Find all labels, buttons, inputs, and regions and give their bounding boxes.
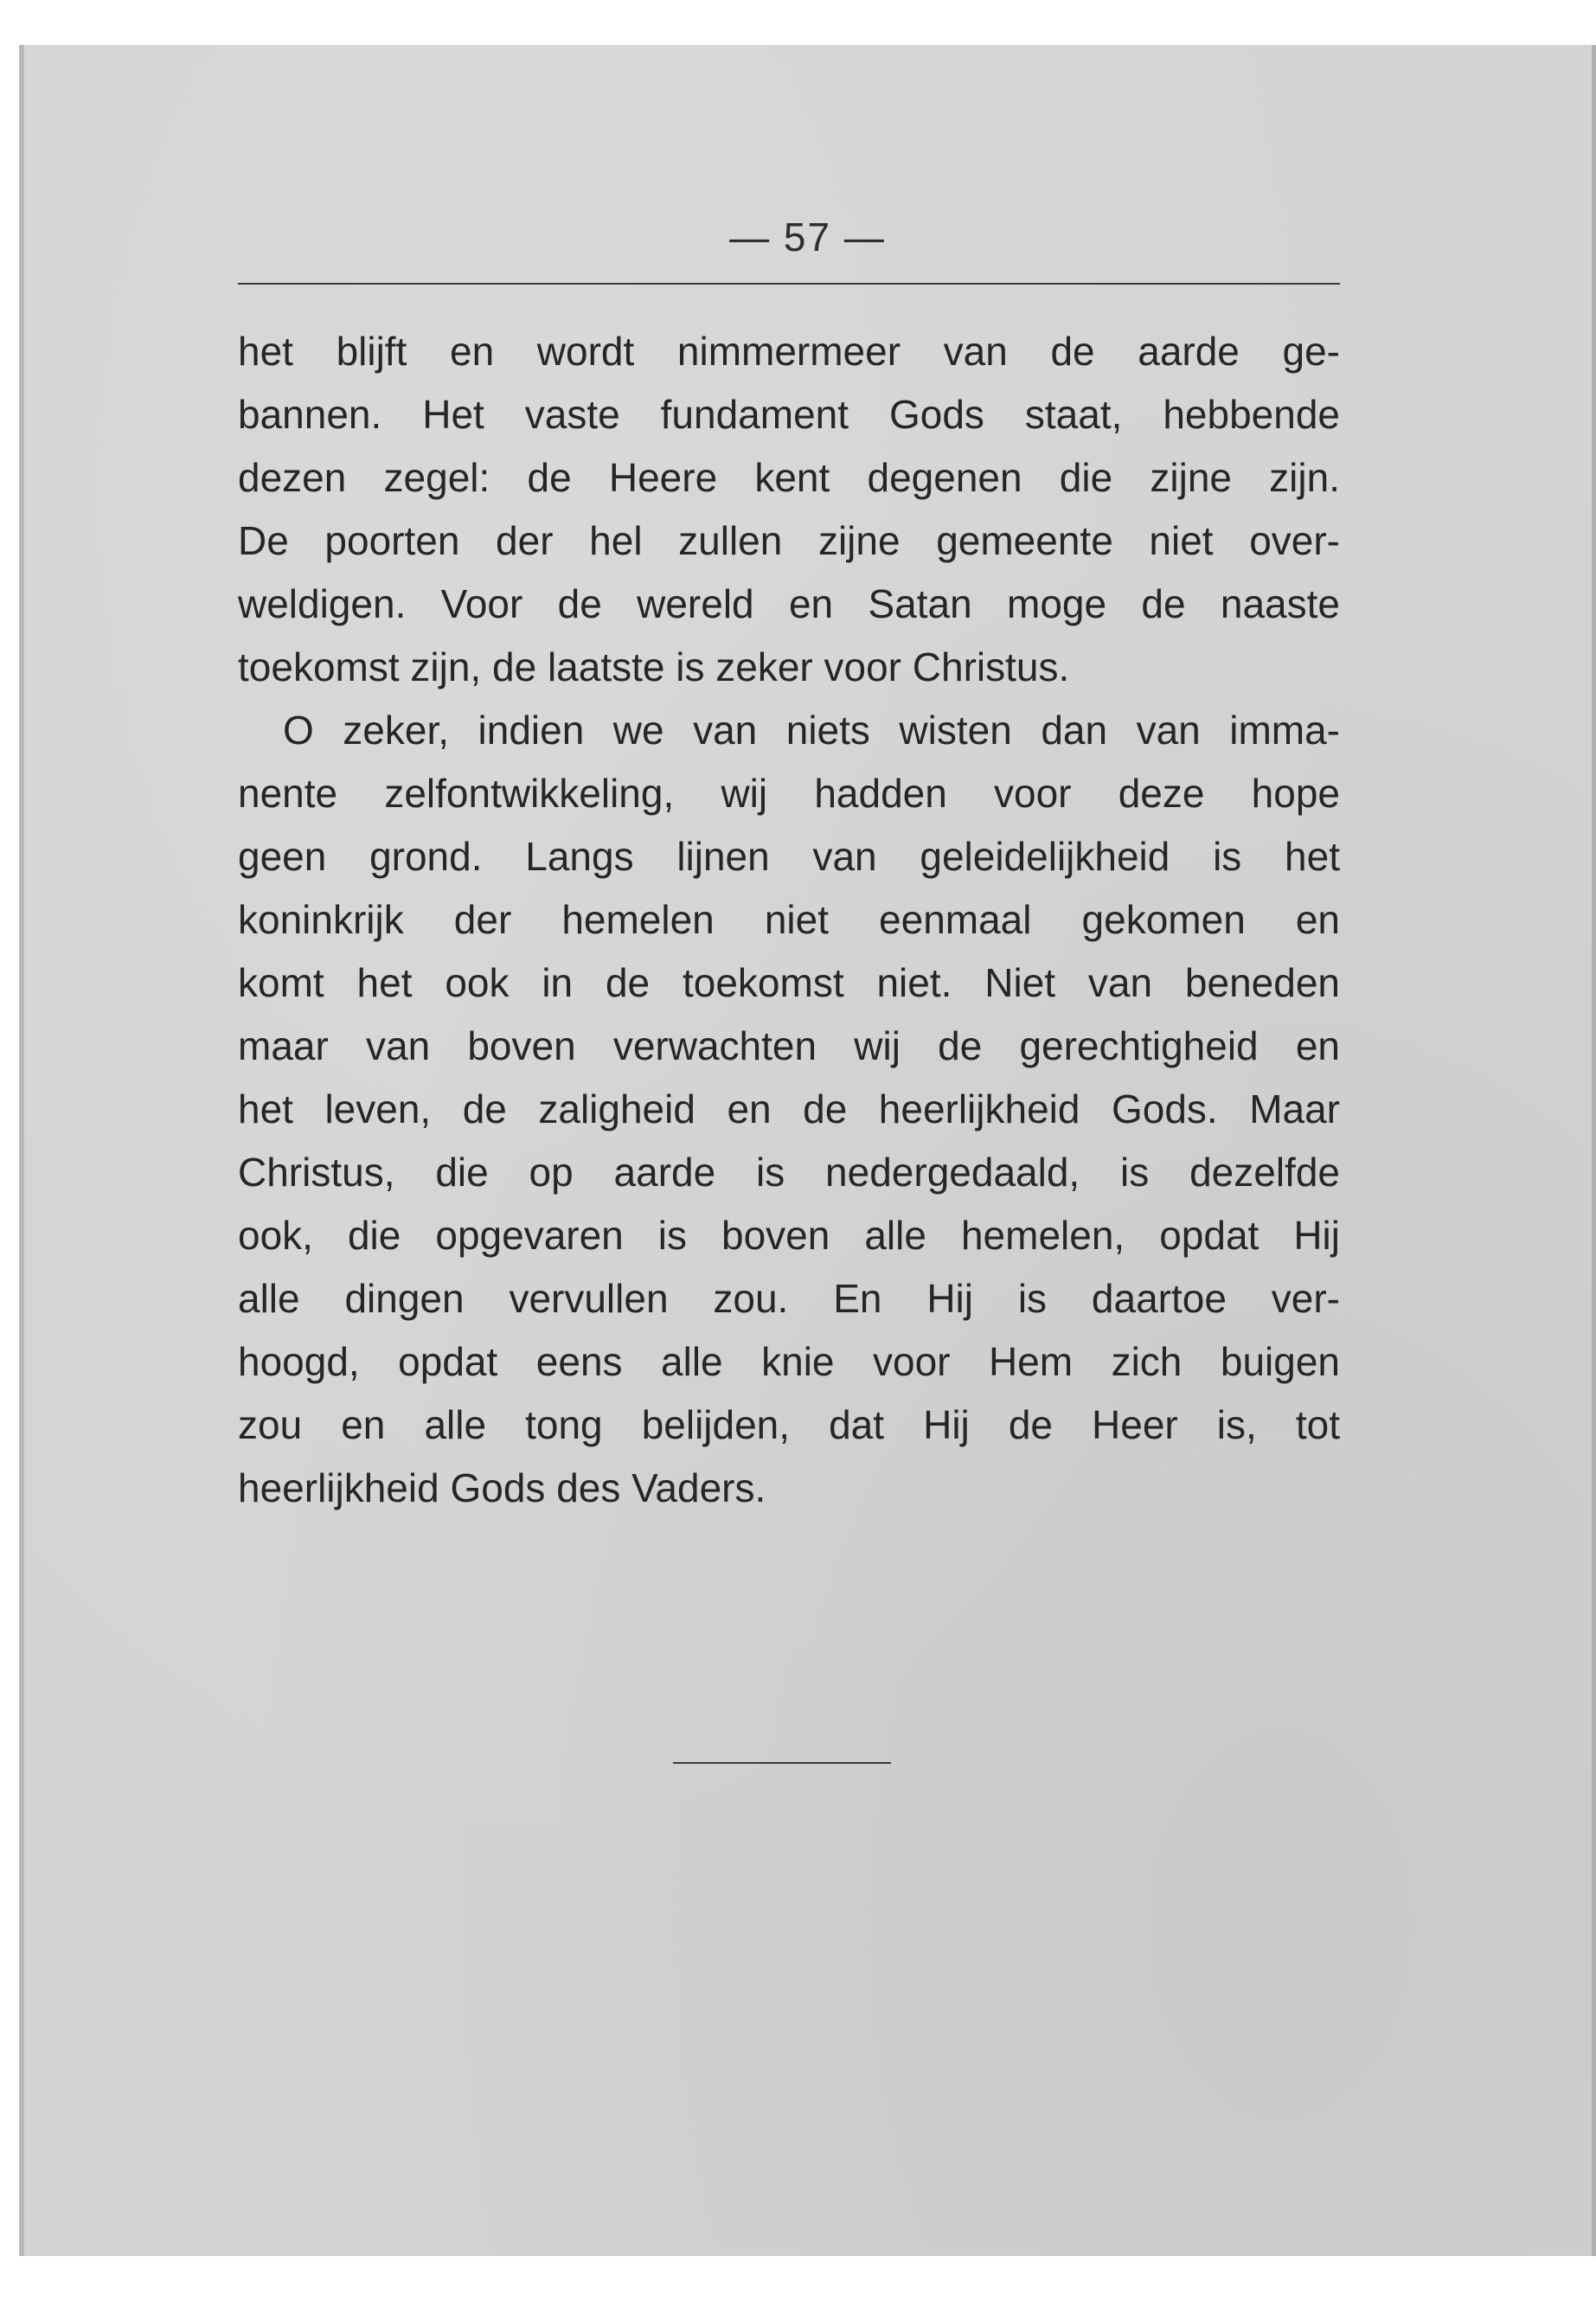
text-line: toekomst zijn, de laatste is zeker voor Christus. bbox=[238, 644, 1070, 689]
text-line: Christus, die op aarde is nedergedaald, is dezelfde bbox=[238, 1150, 1340, 1195]
text-line: hoogd, opdat eens alle knie voor Hem zich buigen bbox=[238, 1339, 1340, 1384]
text-line: heerlijkheid Gods des Vaders. bbox=[238, 1465, 766, 1510]
text-line: bannen. Het vaste fundament Gods staat, hebbende bbox=[238, 392, 1340, 437]
text-line: dezen zegel: de Heere kent degenen die zijne zijn. bbox=[238, 455, 1340, 500]
text-line: het blijft en wordt nimmermeer van de aarde ge- bbox=[238, 329, 1340, 374]
text-line: O zeker, indien we van niets wisten dan van imma- bbox=[283, 708, 1340, 753]
text-line: maar van boven verwachten wij de gerechtigheid en bbox=[238, 1023, 1340, 1068]
page-right-edge bbox=[1592, 45, 1596, 2256]
text-line: nente zelfontwikkeling, wij hadden voor deze hope bbox=[238, 771, 1340, 816]
page-number: — 57 — bbox=[729, 215, 886, 260]
page-left-edge bbox=[19, 45, 24, 2256]
body-text bbox=[238, 320, 1340, 1520]
end-rule bbox=[673, 1762, 891, 1764]
text-line: het leven, de zaligheid en de heerlijkheid Gods. Maar bbox=[238, 1086, 1340, 1131]
text-line: alle dingen vervullen zou. En Hij is daartoe ver- bbox=[238, 1276, 1340, 1321]
book-page bbox=[19, 45, 1596, 2256]
text-line: koninkrijk der hemelen niet eenmaal gekomen en bbox=[238, 897, 1340, 942]
text-line: zou en alle tong belijden, dat Hij de Heer is, tot bbox=[238, 1402, 1340, 1447]
text-line: De poorten der hel zullen zijne gemeente niet over- bbox=[238, 518, 1340, 563]
text-line: ook, die opgevaren is boven alle hemelen, opdat Hij bbox=[238, 1213, 1340, 1258]
text-line: komt het ook in de toekomst niet. Niet van beneden bbox=[238, 960, 1340, 1005]
text-line: geen grond. Langs lijnen van geleidelijkheid is het bbox=[238, 834, 1340, 879]
header-rule bbox=[238, 283, 1340, 285]
text-line: weldigen. Voor de wereld en Satan moge de naaste bbox=[238, 581, 1340, 626]
